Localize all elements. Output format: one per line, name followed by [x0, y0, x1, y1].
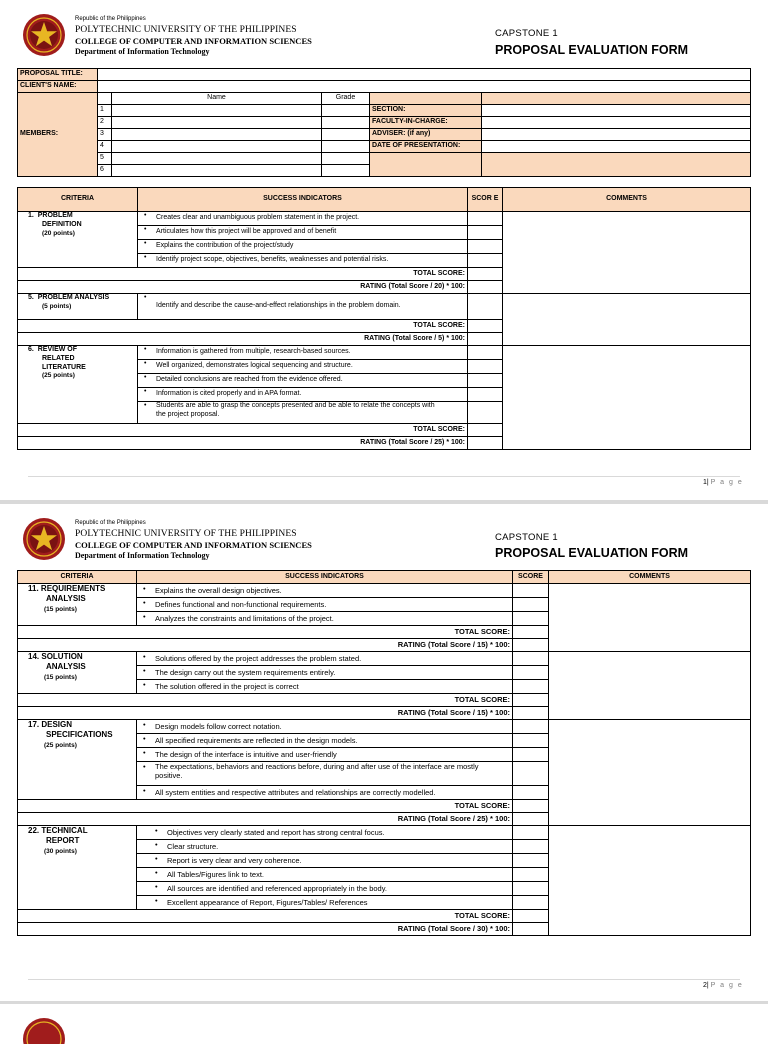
criterion-points: (15 points) — [44, 606, 77, 613]
footer-divider — [28, 979, 740, 980]
score-field[interactable] — [513, 748, 549, 762]
university-seal-logo — [22, 517, 66, 561]
score-field[interactable] — [513, 786, 549, 800]
score-field[interactable] — [468, 374, 503, 388]
footer-divider — [28, 476, 740, 477]
rating-field[interactable] — [513, 639, 549, 652]
criterion-design-specifications — [18, 720, 137, 800]
rating-label: RATING (Total Score / 5) * 100: — [18, 333, 468, 346]
rating-field[interactable] — [468, 333, 503, 346]
date-label: DATE OF PRESENTATION: — [370, 141, 482, 153]
indicators-header: SUCCESS INDICATORS — [137, 571, 513, 584]
criterion-title: PROBLEM ANALYSIS — [37, 294, 110, 301]
indicator: • The design carry out the system requirements entirely. — [137, 666, 513, 680]
comments-header: COMMENTS — [549, 571, 751, 584]
page-word: P a g e — [710, 479, 744, 486]
criterion-number: 6. — [28, 346, 34, 353]
faculty-label: FACULTY-IN-CHARGE: — [370, 117, 482, 129]
university-seal-logo — [22, 1017, 66, 1044]
rating-label: RATING (Total Score / 25) * 100: — [18, 437, 468, 450]
page-2 — [0, 504, 768, 1001]
score-header: SCORE — [513, 571, 549, 584]
criterion-title-line2: REPORT — [46, 836, 80, 845]
criterion-title-line2: ANALYSIS — [46, 594, 86, 603]
indicator — [137, 762, 513, 786]
course-label: CAPSTONE 1 — [495, 532, 559, 543]
criterion-points: (5 points) — [42, 302, 72, 310]
university-seal-logo — [22, 13, 66, 57]
score-field[interactable] — [468, 346, 503, 360]
rating-field[interactable] — [513, 923, 549, 936]
criterion-points: (20 points) — [42, 229, 75, 237]
score-field[interactable] — [513, 854, 549, 868]
criteria-table-page-1 — [17, 187, 751, 450]
score-field[interactable] — [513, 896, 549, 910]
criterion-solution-analysis — [18, 652, 137, 694]
member-name-field[interactable] — [112, 117, 322, 129]
grade-header: Grade — [322, 93, 370, 105]
indicator: • Defines functional and non-functional requirements. — [137, 598, 513, 612]
score-field[interactable] — [468, 402, 503, 424]
indicator: • Clear structure. — [137, 840, 513, 854]
indicator: • Detailed conclusions are reached from the evidence offered. — [138, 374, 468, 388]
header-department: Department of Information Technology — [75, 47, 210, 56]
score-field[interactable] — [468, 388, 503, 402]
proposal-info-table — [17, 68, 751, 177]
page-number: 1| P a g e — [703, 479, 744, 486]
criterion-number: 14. — [28, 652, 40, 661]
member-grade-field[interactable] — [322, 153, 370, 165]
page-3-partial — [0, 1004, 768, 1044]
total-score-field[interactable] — [468, 320, 503, 333]
header-department: Department of Information Technology — [75, 551, 210, 560]
member-grade-field[interactable] — [322, 117, 370, 129]
criteria-table-page-2 — [17, 570, 751, 936]
criterion-number: 22. — [28, 826, 40, 835]
criterion-problem-analysis — [18, 294, 138, 320]
rating-label: RATING (Total Score / 15) * 100: — [18, 707, 513, 720]
page-1 — [0, 0, 768, 500]
indicator — [138, 402, 468, 424]
rating-field[interactable] — [513, 813, 549, 826]
indicator: • All Tables/Figures link to text. — [137, 868, 513, 882]
total-score-field[interactable] — [468, 268, 503, 281]
indicator: • Solutions offered by the project addresses the problem stated. — [137, 652, 513, 666]
total-score-label: TOTAL SCORE: — [18, 268, 468, 281]
course-label: CAPSTONE 1 — [495, 28, 559, 39]
indicator: • Excellent appearance of Report, Figures/Tables/ References — [137, 896, 513, 910]
member-name-field[interactable] — [112, 105, 322, 117]
total-score-field[interactable] — [468, 424, 503, 437]
criterion-number: 1. — [28, 212, 34, 219]
criterion-points: (25 points) — [44, 742, 77, 749]
name-header: Name — [112, 93, 322, 105]
header-college: COLLEGE OF COMPUTER AND INFORMATION SCIENCES — [75, 36, 312, 46]
indicator: • Explains the contribution of the project/study — [138, 240, 468, 254]
indicator: • Report is very clear and very coherence. — [137, 854, 513, 868]
indicator: • All sources are identified and referenced appropriately in the body. — [137, 882, 513, 896]
comments-field[interactable] — [503, 346, 751, 450]
criterion-title-line2: RELATED — [42, 354, 75, 362]
rating-label: RATING (Total Score / 20) * 100: — [18, 281, 468, 294]
criterion-number: 5. — [28, 294, 34, 301]
comments-header: COMMENTS — [503, 188, 751, 212]
rating-label: RATING (Total Score / 15) * 100: — [18, 639, 513, 652]
total-score-field[interactable] — [513, 800, 549, 813]
criterion-title: PROBLEM — [37, 212, 73, 219]
member-name-field[interactable] — [112, 153, 322, 165]
indicator-line: The expectations, behaviors and reactions before, during and after use of the interface are mostly — [155, 762, 479, 771]
total-score-label: TOTAL SCORE: — [18, 694, 513, 707]
member-number: 1 — [98, 105, 112, 117]
indicator: • Analyzes the constraints and limitations of the project. — [137, 612, 513, 626]
score-field[interactable] — [513, 826, 549, 840]
indicator-line: Students are able to grasp the concepts presented and be able to relate the concepts with — [156, 402, 435, 409]
indicator: • All system entities and respective attributes and relationships are correctly modelled. — [137, 786, 513, 800]
indicator: • Identify and describe the cause-and-effect relationships in the problem domain. — [138, 294, 468, 320]
total-score-label: TOTAL SCORE: — [18, 424, 468, 437]
score-field[interactable] — [468, 212, 503, 226]
member-name-field[interactable] — [112, 129, 322, 141]
indicator: • Information is cited properly and in APA format. — [138, 388, 468, 402]
total-score-field[interactable] — [513, 626, 549, 639]
indicator-line: the project proposal. — [156, 410, 220, 418]
form-title: PROPOSAL EVALUATION FORM — [495, 546, 689, 560]
member-name-field[interactable] — [112, 141, 322, 153]
date-field[interactable] — [482, 141, 751, 153]
adviser-label: ADVISER: (if any) — [370, 129, 482, 141]
clients-name-label: CLIENT'S NAME: — [18, 81, 98, 93]
clients-name-field[interactable] — [98, 81, 751, 93]
indicator: • Information is gathered from multiple, research-based sources. — [138, 346, 468, 360]
score-field[interactable] — [513, 882, 549, 896]
rating-label: RATING (Total Score / 30) * 100: — [18, 923, 513, 936]
criterion-title: REQUIREMENTS — [40, 584, 106, 593]
total-score-label: TOTAL SCORE: — [18, 800, 513, 813]
faculty-field[interactable] — [482, 117, 751, 129]
criterion-number: 17. — [28, 720, 40, 729]
score-field[interactable] — [513, 762, 549, 786]
page-number-value: 2 — [703, 982, 707, 989]
criterion-title-line2: ANALYSIS — [46, 662, 86, 671]
score-field[interactable] — [468, 294, 503, 320]
score-field[interactable] — [468, 254, 503, 268]
indicator: • Articulates how this project will be approved and of benefit — [138, 226, 468, 240]
score-field[interactable] — [513, 734, 549, 748]
criterion-title-line2: DEFINITION — [42, 220, 82, 228]
header-republic: Republic of the Philippines — [75, 16, 146, 22]
blank-value-cell — [482, 93, 751, 105]
criteria-header: CRITERIA — [18, 188, 138, 212]
members-label: MEMBERS: — [18, 93, 98, 177]
indicator: • The design of the interface is intuitive and user-friendly — [137, 748, 513, 762]
header-republic: Republic of the Philippines — [75, 520, 146, 526]
score-field[interactable] — [468, 226, 503, 240]
proposal-title-field[interactable] — [98, 69, 751, 81]
criterion-requirements-analysis — [18, 584, 137, 626]
criterion-points: (15 points) — [44, 674, 77, 681]
score-field[interactable] — [513, 840, 549, 854]
member-number: 6 — [98, 165, 112, 177]
indicator: • Well organized, demonstrates logical sequencing and structure. — [138, 360, 468, 374]
rating-field[interactable] — [513, 707, 549, 720]
member-number: 3 — [98, 129, 112, 141]
score-header: SCOR E — [468, 188, 503, 212]
score-field[interactable] — [513, 720, 549, 734]
indicator: • The solution offered in the project is correct — [137, 680, 513, 694]
criterion-number: 11. — [28, 584, 39, 593]
section-label: SECTION: — [370, 105, 482, 117]
page-number-value: 1 — [703, 479, 707, 486]
indicator: • Creates clear and unambiguous problem statement in the project. — [138, 212, 468, 226]
score-field[interactable] — [513, 680, 549, 694]
criterion-points: (25 points) — [42, 372, 75, 380]
indicator: • Objectives very clearly stated and report has strong central focus. — [137, 826, 513, 840]
member-grade-field[interactable] — [322, 141, 370, 153]
criterion-review-of-related-literature — [18, 346, 138, 424]
proposal-title-label: PROPOSAL TITLE: — [18, 69, 98, 81]
blank-value-cell — [482, 153, 751, 177]
rating-field[interactable] — [468, 437, 503, 450]
member-number: 2 — [98, 117, 112, 129]
rating-label: RATING (Total Score / 25) * 100: — [18, 813, 513, 826]
indicator: • Explains the overall design objectives. — [137, 584, 513, 598]
score-field[interactable] — [513, 584, 549, 598]
comments-field[interactable] — [549, 720, 751, 826]
total-score-field[interactable] — [513, 910, 549, 923]
total-score-label: TOTAL SCORE: — [18, 910, 513, 923]
criterion-title-line3: LITERATURE — [42, 363, 86, 371]
member-name-field[interactable] — [112, 165, 322, 177]
comments-field[interactable] — [503, 212, 751, 294]
score-field[interactable] — [513, 612, 549, 626]
indicator: • Identify project scope, objectives, benefits, weaknesses and potential risks. — [138, 254, 468, 268]
score-field[interactable] — [513, 666, 549, 680]
form-title: PROPOSAL EVALUATION FORM — [495, 43, 689, 57]
criteria-header: CRITERIA — [18, 571, 137, 584]
comments-field[interactable] — [503, 294, 751, 346]
indicators-header: SUCCESS INDICATORS — [138, 188, 468, 212]
member-number-header — [98, 93, 112, 105]
total-score-label: TOTAL SCORE: — [18, 320, 468, 333]
criterion-title: TECHNICAL — [41, 826, 88, 835]
comments-field[interactable] — [549, 584, 751, 652]
member-grade-field[interactable] — [322, 129, 370, 141]
comments-field[interactable] — [549, 826, 751, 936]
total-score-field[interactable] — [513, 694, 549, 707]
indicator-line: positive. — [155, 771, 183, 781]
score-field[interactable] — [513, 598, 549, 612]
total-score-label: TOTAL SCORE: — [18, 626, 513, 639]
criterion-problem-definition — [18, 212, 138, 268]
member-number: 5 — [98, 153, 112, 165]
score-field[interactable] — [468, 240, 503, 254]
score-field[interactable] — [468, 360, 503, 374]
score-field[interactable] — [513, 652, 549, 666]
page-word: P a g e — [710, 982, 744, 989]
header-university: POLYTECHNIC UNIVERSITY OF THE PHILIPPINES — [75, 529, 297, 539]
blank-label-cell — [370, 153, 482, 177]
criterion-technical-report — [18, 826, 137, 910]
criterion-title: SOLUTION — [41, 652, 83, 661]
criterion-points: (30 points) — [44, 848, 77, 855]
header-university: POLYTECHNIC UNIVERSITY OF THE PHILIPPINES — [75, 25, 297, 35]
score-field[interactable] — [513, 868, 549, 882]
page-number: 2| P a g e — [703, 982, 744, 989]
criterion-title: REVIEW OF — [37, 346, 78, 353]
criterion-title-line2: SPECIFICATIONS — [46, 730, 113, 739]
member-number: 4 — [98, 141, 112, 153]
indicator: • All specified requirements are reflected in the design models. — [137, 734, 513, 748]
criterion-title: DESIGN — [41, 720, 73, 729]
member-grade-field[interactable] — [322, 105, 370, 117]
rating-field[interactable] — [468, 281, 503, 294]
section-field[interactable] — [482, 105, 751, 117]
member-grade-field[interactable] — [322, 165, 370, 177]
adviser-field[interactable] — [482, 129, 751, 141]
comments-field[interactable] — [549, 652, 751, 720]
blank-label-cell — [370, 93, 482, 105]
indicator: • Design models follow correct notation. — [137, 720, 513, 734]
header-college: COLLEGE OF COMPUTER AND INFORMATION SCIENCES — [75, 540, 312, 550]
